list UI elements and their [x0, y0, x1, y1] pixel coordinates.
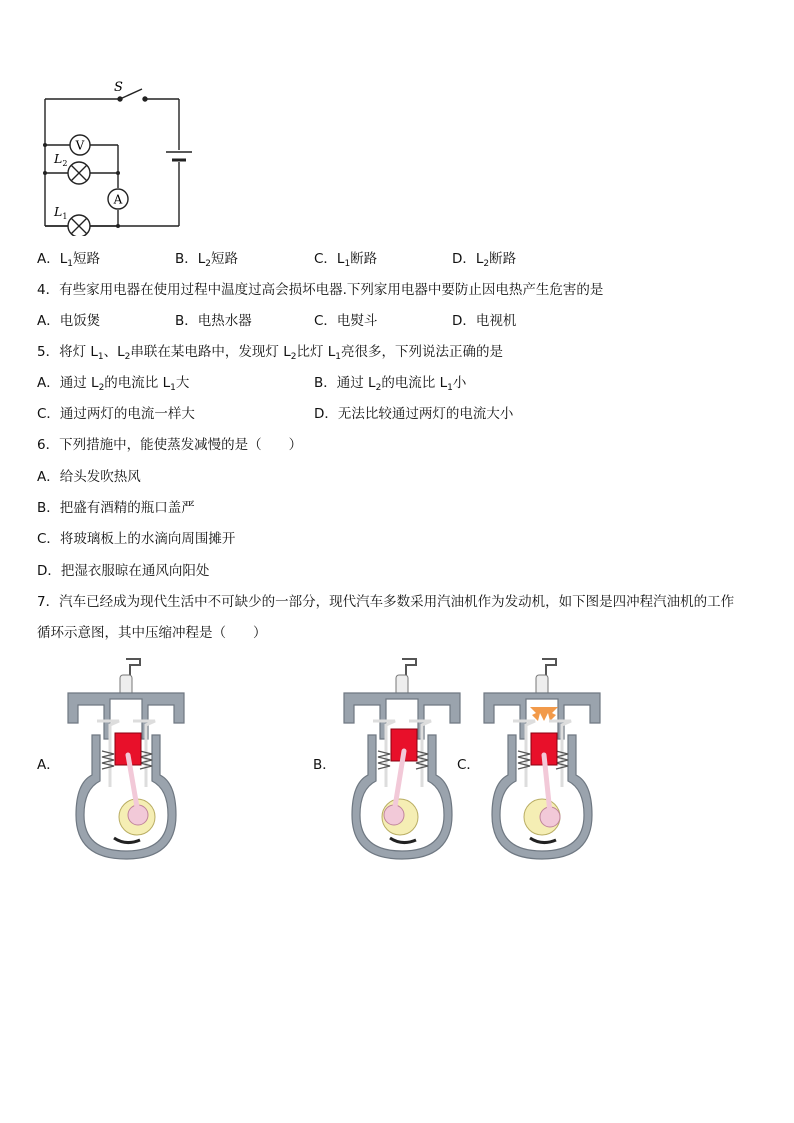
q7-option-a-label[interactable]: A．: [37, 757, 60, 773]
lamp2-label: $L_2$: [54, 151, 68, 168]
q5-option-c[interactable]: C．通过两灯的电流一样大: [37, 406, 195, 422]
q6-option-c[interactable]: C．将玻璃板上的水滴向周围摊开: [37, 531, 236, 547]
lamp1-label: $L_1$: [54, 204, 68, 221]
q7-option-b-label[interactable]: B．: [313, 757, 336, 773]
q7-option-c-label[interactable]: C．: [457, 757, 480, 773]
q4-option-b[interactable]: B．电热水器: [175, 313, 252, 329]
q5-stem: 5．将灯 $L_1$、$L_2$串联在某电路中，发现灯 $L_2$比灯 $L_1$亮很多，下列说法正确的是: [37, 344, 503, 362]
spark-icon: [530, 707, 558, 721]
q6-option-a[interactable]: A．给头发吹热风: [37, 469, 141, 485]
lamp-l2: [68, 162, 90, 184]
q3-option-b[interactable]: B．$L_2$短路: [175, 251, 239, 269]
q4-option-d[interactable]: D．电视机: [452, 313, 517, 329]
q6-stem: 6．下列措施中，能使蒸发减慢的是（ ）: [37, 437, 303, 453]
q4-stem: 4．有些家用电器在使用过程中温度过高会损坏电器.下列家用电器中要防止因电热产生危害的是: [37, 282, 604, 298]
circuit-diagram: [38, 78, 194, 236]
q4-option-c[interactable]: C．电熨斗: [314, 313, 378, 329]
ammeter-label: A: [113, 192, 123, 207]
q5-option-a[interactable]: A．通过 $L_2$的电流比 $L_1$大: [37, 375, 190, 393]
voltmeter: [70, 135, 90, 155]
q5-option-d[interactable]: D．无法比较通过两灯的电流大小: [314, 406, 514, 422]
engine-diagram-a[interactable]: [62, 655, 190, 865]
engine-diagram-c[interactable]: [478, 655, 606, 865]
q7-stem-line2: 循环示意图，其中压缩冲程是（ ）: [37, 625, 267, 641]
q6-option-b[interactable]: B．把盛有酒精的瓶口盖严: [37, 500, 195, 516]
engine-diagram-b[interactable]: [338, 655, 466, 865]
q7-stem-line1: 7．汽车已经成为现代生活中不可缺少的一部分，现代汽车多数采用汽油机作为发动机，如下图是四冲程汽油机的工作: [37, 594, 735, 610]
q3-option-a[interactable]: A．$L_1$短路: [37, 251, 100, 269]
q6-option-d[interactable]: D．把湿衣服晾在通风向阳处: [37, 563, 210, 579]
lamp-l1: [68, 215, 90, 236]
ammeter: [108, 189, 128, 209]
q5-option-b[interactable]: B．通过 $L_2$的电流比 $L_1$小: [314, 375, 467, 393]
voltmeter-label: V: [75, 138, 85, 153]
q3-option-d[interactable]: D．$L_2$断路: [452, 251, 517, 269]
q4-option-a[interactable]: A．电饭煲: [37, 313, 101, 329]
switch-label: S: [114, 80, 123, 95]
q3-option-c[interactable]: C．$L_1$断路: [314, 251, 378, 269]
